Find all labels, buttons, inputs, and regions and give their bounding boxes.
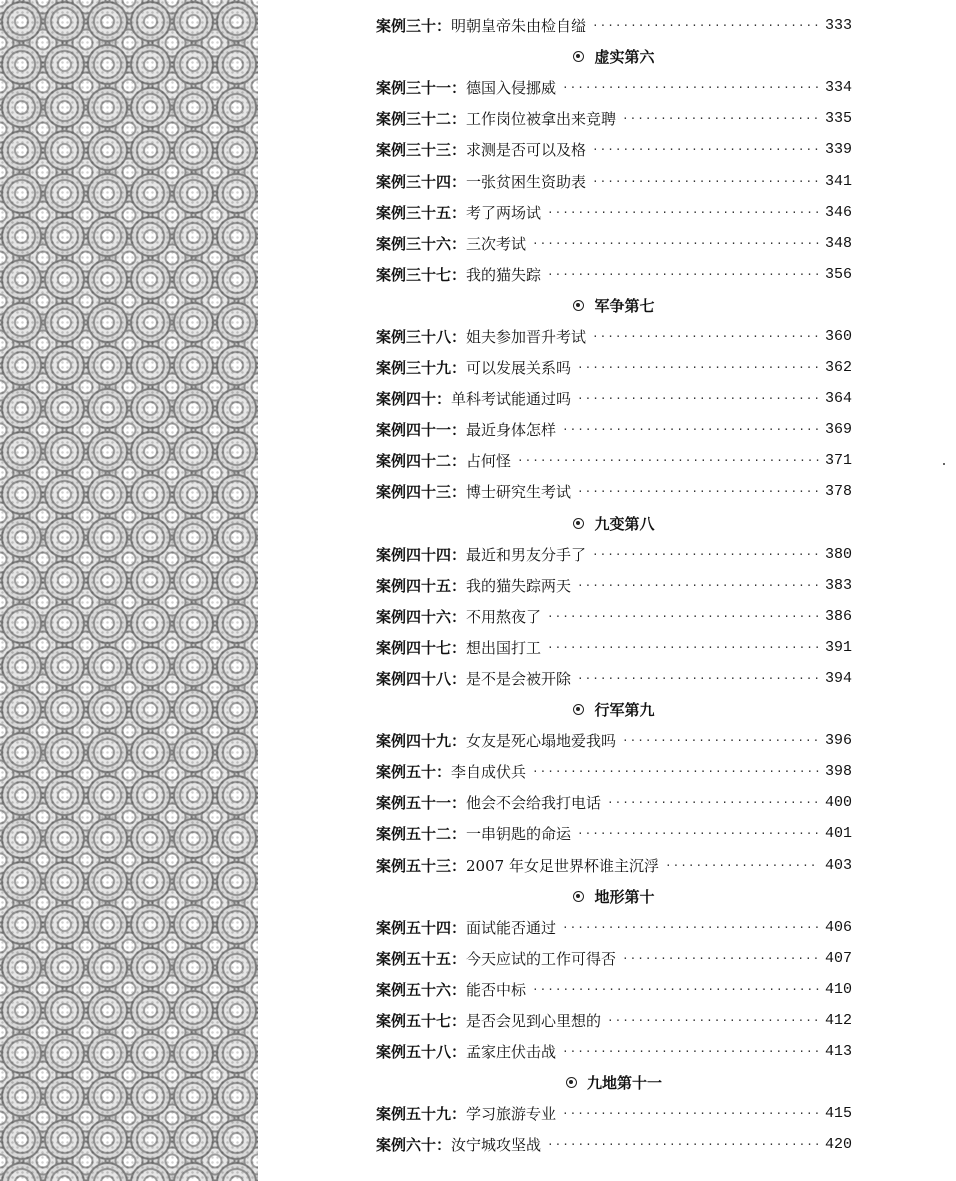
case-number: 案例三十七： [376, 265, 467, 284]
page-number: 420 [824, 1136, 852, 1154]
toc-entry [376, 1005, 852, 1036]
page-number: 356 [824, 265, 852, 283]
case-number: 案例五十三： [376, 856, 467, 875]
toc-entry [376, 663, 852, 694]
toc-entry [376, 539, 852, 570]
case-title: 工作岗位被拿出来竞聘 [466, 110, 617, 129]
case-title: 三次考试 [466, 234, 527, 253]
case-number: 案例四十六： [376, 607, 467, 626]
case-title: 德国入侵挪威 [466, 79, 557, 98]
case-number: 案例四十四： [376, 545, 467, 564]
toc-entry [376, 321, 852, 352]
case-title: 他会不会给我打电话 [466, 794, 602, 813]
section-title: 行军第九 [594, 701, 655, 720]
case-number: 案例三十五： [376, 203, 467, 222]
case-title: 博士研究生考试 [466, 483, 572, 502]
dot-leader [547, 610, 819, 623]
toc-entry [376, 228, 852, 259]
page-number: 406 [824, 918, 852, 936]
page-number: 348 [824, 234, 852, 252]
page-number: 335 [824, 110, 852, 128]
dot-leader [577, 485, 819, 498]
case-number: 案例三十： [376, 17, 452, 36]
case-number: 案例六十： [376, 1136, 452, 1155]
page-number: 383 [824, 576, 852, 594]
page-number: 362 [824, 359, 852, 377]
toc-entry [376, 974, 852, 1005]
toc-entry [376, 818, 852, 849]
dot-leader [547, 1138, 819, 1151]
case-title: 最近和男友分手了 [466, 545, 587, 564]
case-title: 汝宁城攻坚战 [451, 1136, 542, 1155]
case-number: 案例四十： [376, 390, 452, 409]
case-number: 案例五十： [376, 763, 452, 782]
dot-leader [562, 1107, 819, 1120]
dot-leader [562, 1045, 819, 1058]
dot-leader [547, 268, 819, 281]
dot-leader [547, 206, 819, 219]
case-title: 孟家庄伏击战 [466, 1043, 557, 1062]
toc-entry [376, 912, 852, 943]
dot-leader [547, 641, 819, 654]
case-number: 案例五十五： [376, 949, 467, 968]
toc-entry [376, 165, 852, 196]
table-of-contents [376, 10, 852, 1160]
case-title: 是不是会被开除 [466, 670, 572, 689]
dot-leader [592, 19, 819, 32]
dot-leader [532, 983, 819, 996]
page-number: 371 [824, 452, 852, 470]
case-number: 案例五十六： [376, 980, 467, 999]
case-number: 案例五十九： [376, 1105, 467, 1124]
section-heading [376, 1067, 852, 1098]
case-number: 案例五十四： [376, 918, 467, 937]
case-title: 我的猫失踪两天 [466, 576, 572, 595]
case-number: 案例四十一： [376, 421, 467, 440]
decorative-pattern-border [0, 0, 258, 1181]
section-heading [376, 881, 852, 912]
dot-leader [592, 175, 819, 188]
case-number: 案例三十一： [376, 79, 467, 98]
toc-entry [376, 197, 852, 228]
case-title: 是否会见到心里想的 [466, 1012, 602, 1031]
toc-entry [376, 943, 852, 974]
page-number: 346 [824, 203, 852, 221]
dot-leader [562, 921, 819, 934]
scan-speck [943, 463, 945, 465]
case-title: 姐夫参加晋升考试 [466, 327, 587, 346]
case-number: 案例三十四： [376, 172, 467, 191]
section-heading [376, 694, 852, 725]
case-title: 面试能否通过 [466, 918, 557, 937]
toc-entry [376, 259, 852, 290]
page-number: 413 [824, 1043, 852, 1061]
dot-leader [665, 859, 819, 872]
page-number: 403 [824, 856, 852, 874]
page-number: 333 [824, 17, 852, 35]
bullet-circle-icon [573, 891, 584, 902]
case-number: 案例三十六： [376, 234, 467, 253]
toc-entry [376, 570, 852, 601]
case-title: 可以发展关系吗 [466, 359, 572, 378]
case-title: 今天应试的工作可得否 [466, 949, 617, 968]
case-number: 案例三十二： [376, 110, 467, 129]
bullet-circle-icon [573, 704, 584, 715]
page-number: 412 [824, 1012, 852, 1030]
case-title: 能否中标 [466, 980, 527, 999]
dot-leader [532, 765, 819, 778]
section-title: 地形第十 [594, 887, 655, 906]
page-number: 339 [824, 141, 852, 159]
case-title: 李自成伏兵 [451, 763, 527, 782]
dot-leader [622, 734, 819, 747]
dot-leader [622, 112, 819, 125]
page-number: 334 [824, 79, 852, 97]
section-heading [376, 508, 852, 539]
case-title: 想出国打工 [466, 638, 542, 657]
case-title: 最近身体怎样 [466, 421, 557, 440]
dot-leader [577, 827, 819, 840]
page-number: 410 [824, 980, 852, 998]
section-heading [376, 290, 852, 321]
dot-leader [592, 548, 819, 561]
dot-leader [607, 1014, 819, 1027]
case-number: 案例四十九： [376, 732, 467, 751]
page-number: 360 [824, 327, 852, 345]
case-title: 我的猫失踪 [466, 265, 542, 284]
case-number: 案例四十五： [376, 576, 467, 595]
case-title: 2007 年女足世界杯谁主沉浮 [466, 856, 659, 875]
page-number: 386 [824, 607, 852, 625]
dot-leader [577, 672, 819, 685]
case-number: 案例四十二： [376, 452, 467, 471]
bullet-circle-icon [573, 300, 584, 311]
case-number: 案例四十七： [376, 638, 467, 657]
dot-leader [577, 361, 819, 374]
case-number: 案例五十七： [376, 1012, 467, 1031]
section-title: 九变第八 [594, 514, 655, 533]
dot-leader [577, 579, 819, 592]
dot-leader [517, 454, 819, 467]
case-number: 案例三十八： [376, 327, 467, 346]
case-number: 案例四十三： [376, 483, 467, 502]
toc-entry [376, 103, 852, 134]
dot-leader [592, 143, 819, 156]
section-title: 军争第七 [594, 296, 655, 315]
page-number: 341 [824, 172, 852, 190]
case-title: 单科考试能通过吗 [451, 390, 572, 409]
bullet-circle-icon [566, 1077, 577, 1088]
toc-entry [376, 632, 852, 663]
case-title: 占何怪 [466, 452, 512, 471]
case-title: 不用熬夜了 [466, 607, 542, 626]
toc-entry [376, 445, 852, 476]
toc-entry [376, 414, 852, 445]
page-number: 364 [824, 390, 852, 408]
toc-entry [376, 756, 852, 787]
page-number: 401 [824, 825, 852, 843]
section-title: 九地第十一 [586, 1074, 662, 1093]
toc-entry [376, 476, 852, 507]
case-number: 案例五十一： [376, 794, 467, 813]
case-number: 案例五十八： [376, 1043, 467, 1062]
toc-entry [376, 383, 852, 414]
section-title: 虚实第六 [594, 48, 655, 67]
case-title: 一张贫困生资助表 [466, 172, 587, 191]
toc-entry [376, 787, 852, 818]
bullet-circle-icon [573, 518, 584, 529]
dot-leader [562, 81, 819, 94]
dot-leader [622, 952, 819, 965]
page-number: 369 [824, 421, 852, 439]
page-number: 394 [824, 670, 852, 688]
case-title: 一串钥匙的命运 [466, 825, 572, 844]
toc-entry [376, 1036, 852, 1067]
case-title: 求测是否可以及格 [466, 141, 587, 160]
toc-entry [376, 601, 852, 632]
page-number: 400 [824, 794, 852, 812]
dot-leader [532, 237, 819, 250]
case-title: 明朝皇帝朱由检自缢 [451, 17, 587, 36]
page-number: 380 [824, 545, 852, 563]
bullet-circle-icon [573, 51, 584, 62]
page-number: 396 [824, 732, 852, 750]
page-number: 391 [824, 638, 852, 656]
case-number: 案例三十三： [376, 141, 467, 160]
page-number: 415 [824, 1105, 852, 1123]
toc-entry [376, 725, 852, 756]
page-number: 398 [824, 763, 852, 781]
case-number: 案例三十九： [376, 359, 467, 378]
toc-entry [376, 134, 852, 165]
dot-leader [577, 392, 819, 405]
case-title: 女友是死心塌地爱我吗 [466, 732, 617, 751]
page-number: 407 [824, 949, 852, 967]
toc-entry [376, 72, 852, 103]
case-title: 学习旅游专业 [466, 1105, 557, 1124]
dot-leader [607, 796, 819, 809]
page-number: 378 [824, 483, 852, 501]
toc-entry [376, 352, 852, 383]
toc-entry [376, 10, 852, 41]
toc-entry [376, 1129, 852, 1160]
case-title: 考了两场试 [466, 203, 542, 222]
section-heading [376, 41, 852, 72]
toc-entry [376, 1098, 852, 1129]
case-number: 案例五十二： [376, 825, 467, 844]
case-number: 案例四十八： [376, 670, 467, 689]
dot-leader [592, 330, 819, 343]
toc-entry [376, 850, 852, 881]
dot-leader [562, 423, 819, 436]
